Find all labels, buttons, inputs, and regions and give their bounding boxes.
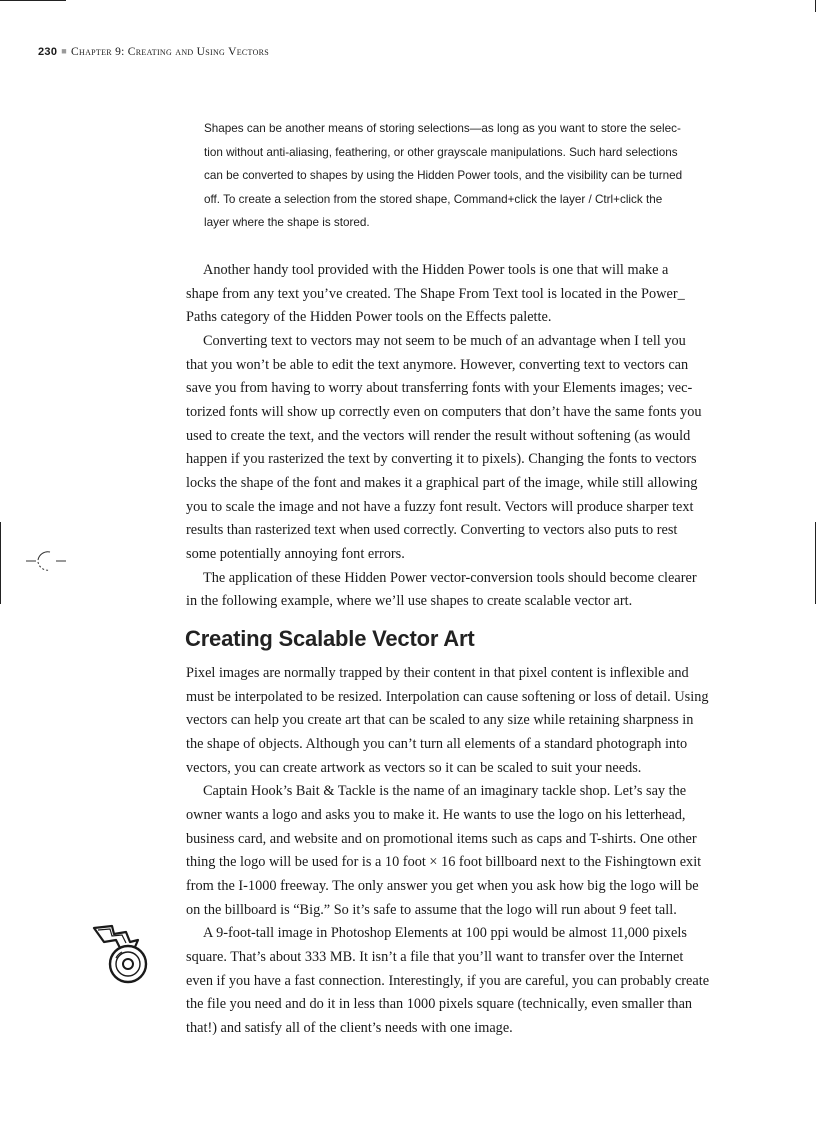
crop-mark-top-left	[0, 0, 66, 1]
note-line: tion without anti-aliasing, feathering, or other grayscale manipulations. Such hard selections	[204, 145, 678, 159]
body-text-intro	[186, 259, 746, 614]
body-line: used to create the text, and the vectors will render the result without softening (as would	[186, 427, 691, 444]
note-line: off. To create a selection from the stored shape, Command+click the layer / Ctrl+click the	[204, 192, 663, 206]
body-line: results than rasterized text when used correctly. Converting to vectors also puts to rest	[186, 522, 678, 539]
crop-mark-left	[0, 522, 1, 604]
body-line: Paths category of the Hidden Power tools on the Effects palette.	[186, 309, 552, 326]
tip-note	[204, 117, 724, 235]
body-line: square. That’s about 333 MB. It isn’t a file that you’ll want to transfer over the Internet	[186, 948, 684, 965]
body-line: on the billboard is “Big.” So it’s safe to assume that the logo will run about 9 feet tall.	[186, 901, 677, 918]
body-line: thing the logo will be used for is a 10 foot × 16 foot billboard next to the Fishingtown exit	[186, 854, 702, 871]
body-line: Converting text to vectors may not seem to be much of an advantage when I tell you	[203, 332, 686, 349]
body-line: that you won’t be able to edit the text anymore. However, converting text to vectors can	[186, 356, 689, 373]
hidden-power-cd-icon	[92, 924, 154, 984]
header-bullet: ■	[61, 46, 68, 56]
note-line: Shapes can be another means of storing selections—as long as you want to store the selec-	[204, 122, 681, 135]
note-line: can be converted to shapes by using the Hidden Power tools, and the visibility can be turned	[204, 169, 683, 183]
body-text-vector-art	[186, 662, 746, 1041]
body-line: happen if you rasterized the text by converting it to pixels). Changing the fonts to vectors	[186, 451, 697, 468]
body-line: torized fonts will show up correctly even on computers that don’t have the same fonts you	[186, 403, 702, 420]
body-line: in the following example, where we’ll use shapes to create scalable vector art.	[186, 593, 633, 610]
body-line: owner wants a logo and asks you to make it. He wants to use the logo on his letterhead,	[186, 806, 686, 823]
body-line: even if you have a fast connection. Interestingly, if you are careful, you can probably create	[186, 972, 710, 989]
body-line: business card, and website and on promotional items such as caps and T-shirts. One other	[186, 830, 697, 847]
body-line: The application of these Hidden Power vector-conversion tools should become clearer	[203, 569, 697, 586]
body-line: Another handy tool provided with the Hidden Power tools is one that will make a	[203, 262, 669, 278]
running-header	[38, 46, 538, 58]
body-line: locks the shape of the font and makes it a graphical part of the image, while still allowing	[186, 474, 698, 491]
body-line: Pixel images are normally trapped by their content in that pixel content is inflexible and	[186, 665, 689, 681]
chapter-title: Chapter 9: Creating and Using Vectors	[71, 46, 270, 58]
note-line: layer where the shape is stored.	[204, 216, 370, 230]
body-line: A 9-foot-tall image in Photoshop Elements at 100 ppi would be almost 11,000 pixels	[203, 925, 687, 942]
page-number: 230	[38, 46, 58, 58]
section-heading: Creating Scalable Vector Art	[185, 626, 475, 651]
body-line: must be interpolated to be resized. Interpolation can cause softening or loss of detail. Using	[186, 688, 709, 705]
body-line: the shape of objects. Although you can’t turn all elements of a standard photograph into	[186, 735, 688, 752]
body-line: vectors, you can create artwork as vectors so it can be scaled to suit your needs.	[186, 759, 642, 776]
body-line: that!) and satisfy all of the client’s needs with one image.	[186, 1019, 513, 1036]
body-line: from the I-1000 freeway. The only answer you get when you ask how big the logo will be	[186, 877, 699, 894]
body-line: Captain Hook’s Bait & Tackle is the name of an imaginary tackle shop. Let’s say the	[203, 783, 687, 800]
body-line: shape from any text you’ve created. The Shape From Text tool is located in the Power_	[186, 285, 685, 302]
body-line: some potentially annoying font errors.	[186, 545, 405, 562]
body-line: you to scale the image and not have a fuzzy font result. Vectors will produce sharper text	[186, 498, 694, 515]
body-line: vectors can help you create art that can be scaled to any size while retaining sharpness in	[186, 712, 694, 729]
registration-mark-icon	[24, 546, 68, 576]
body-line: save you from having to worry about transferring fonts with your Elements images; vec-	[186, 380, 693, 397]
body-line: the file you need and do it in less than 1000 pixels square (technically, even smaller than	[186, 996, 693, 1013]
